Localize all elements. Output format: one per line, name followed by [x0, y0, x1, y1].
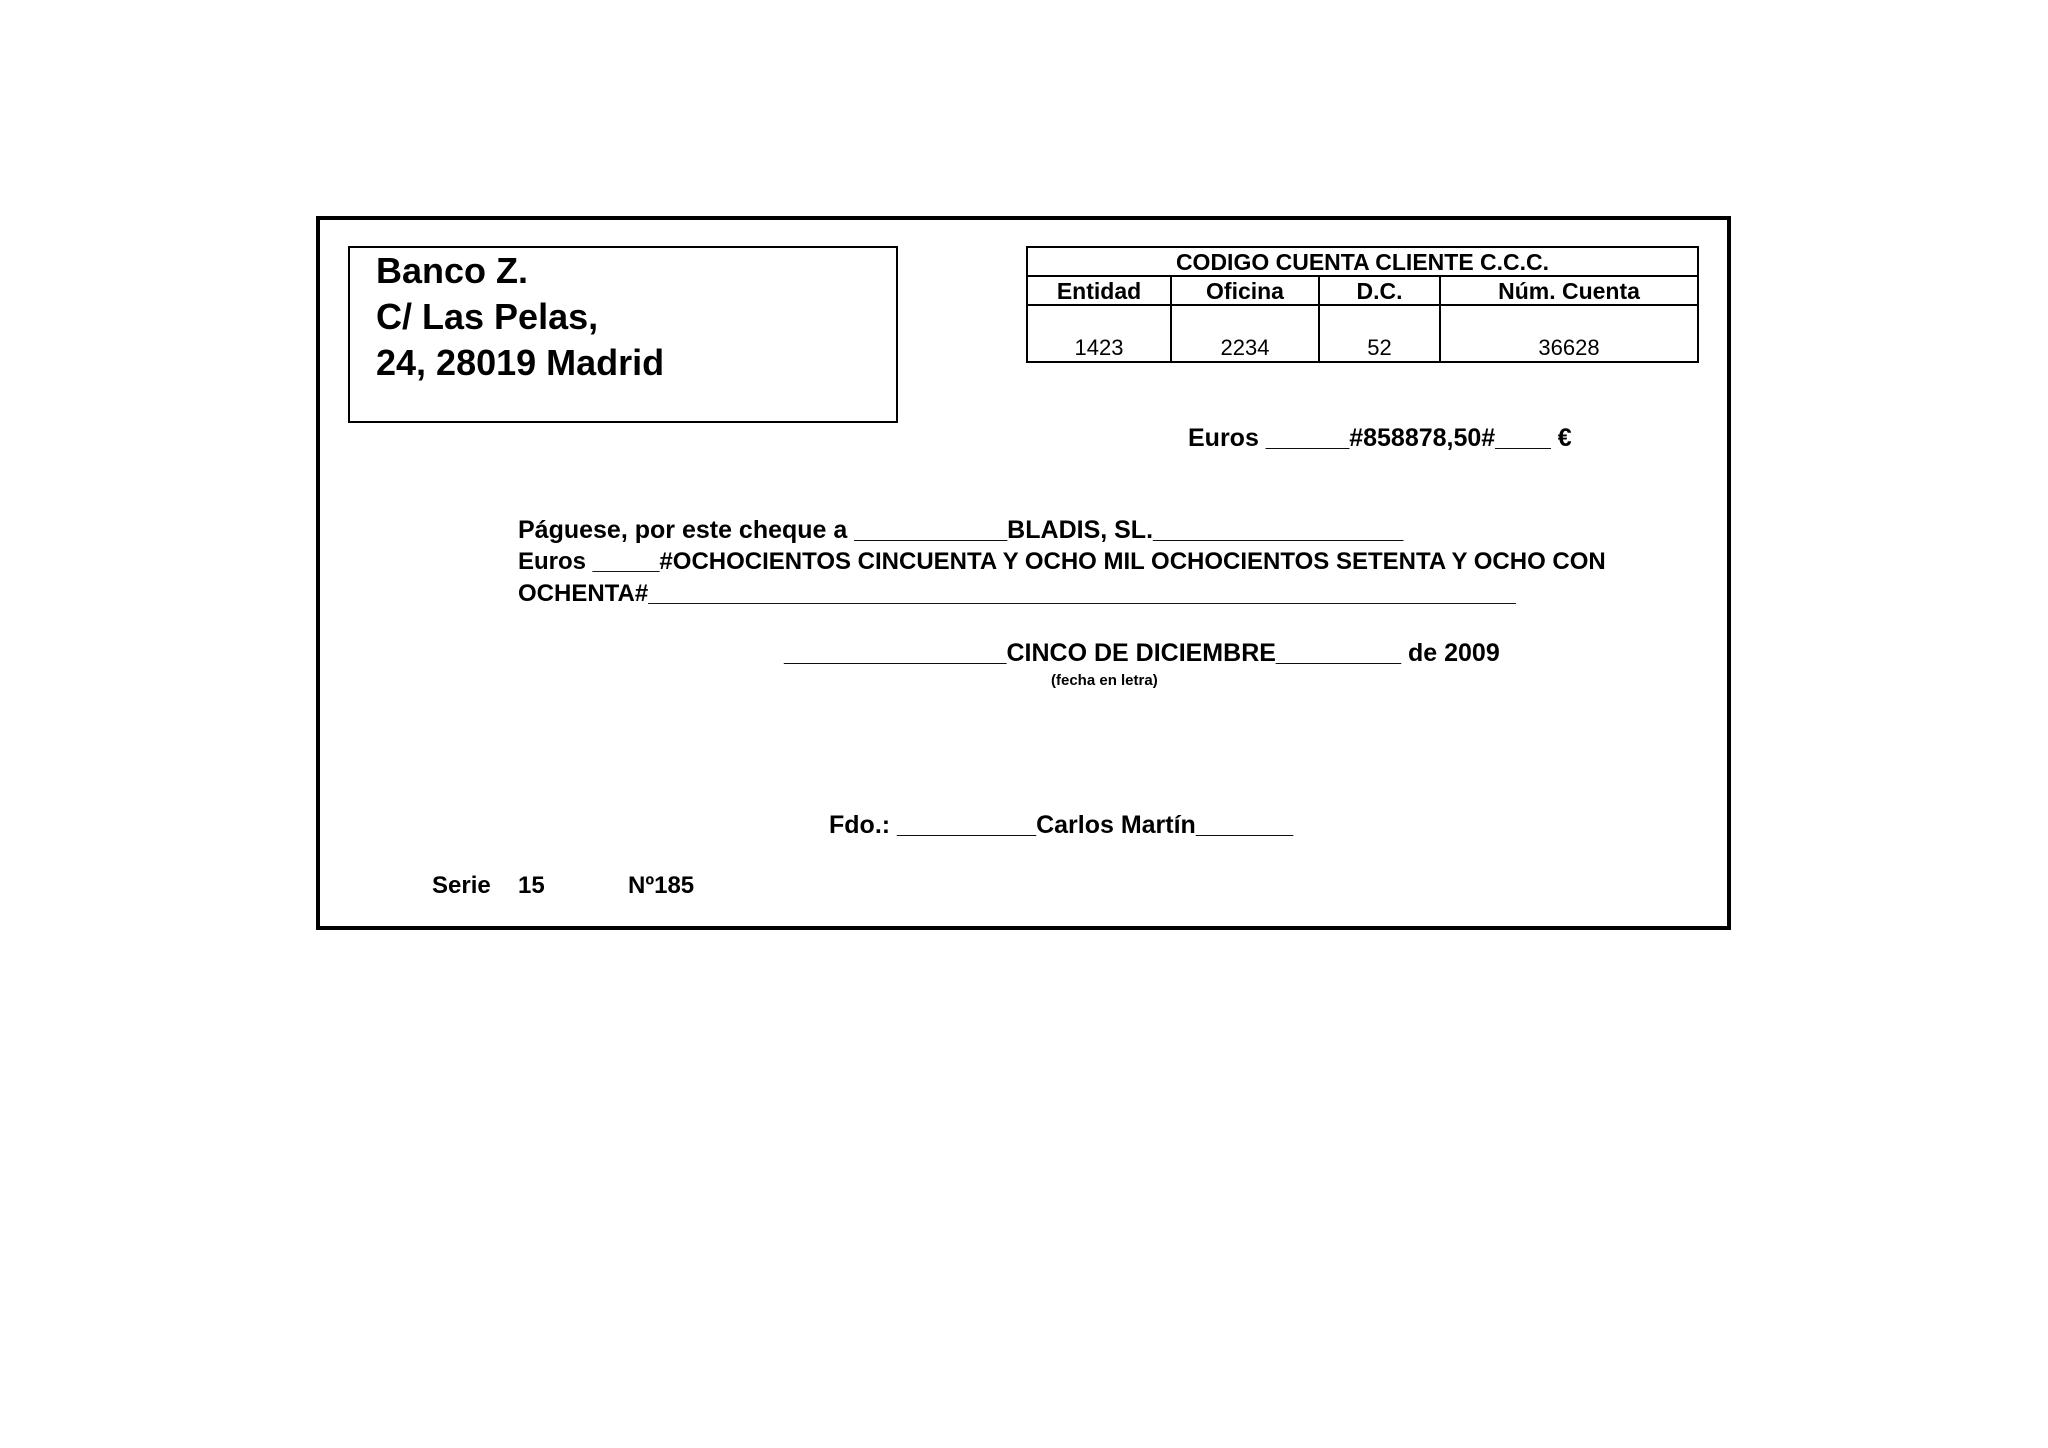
entidad-header: Entidad: [1027, 276, 1171, 305]
entidad-value: 1423: [1027, 305, 1171, 362]
account-number-value: 36628: [1440, 305, 1698, 362]
bank-street: C/ Las Pelas,: [376, 296, 599, 337]
account-code-title: CODIGO CUENTA CLIENTE C.C.C.: [1027, 247, 1698, 276]
amount-words-line2: OCHENTA#_________________________________________________________________: [518, 580, 1516, 607]
bank-city: 24, 28019 Madrid: [376, 342, 665, 383]
cheque-number: Nº185: [628, 872, 695, 899]
amount-words-line1: Euros _____#OCHOCIENTOS CINCUENTA Y OCHO MIL OCHOCIENTOS SETENTA Y OCHO CON: [518, 548, 1606, 575]
amount-figures: Euros ______#858878,50#____ €: [1188, 424, 1572, 452]
oficina-header: Oficina: [1171, 276, 1319, 305]
serie-value: 15: [518, 872, 545, 899]
date-line: ________________CINCO DE DICIEMBRE_________ de 2009: [784, 639, 1500, 667]
dc-value: 52: [1319, 305, 1440, 362]
date-caption: (fecha en letra): [1051, 672, 1158, 689]
oficina-value: 2234: [1171, 305, 1319, 362]
account-number-header: Núm. Cuenta: [1440, 276, 1698, 305]
bank-name: Banco Z.: [376, 250, 529, 291]
payee-line: Páguese, por este cheque a ___________BLADIS, SL.__________________: [518, 516, 1404, 544]
account-code-table: [1026, 246, 1699, 363]
serie-label: Serie: [432, 872, 491, 899]
dc-header: D.C.: [1319, 276, 1440, 305]
signature-line: Fdo.: __________Carlos Martín_______: [829, 811, 1294, 839]
